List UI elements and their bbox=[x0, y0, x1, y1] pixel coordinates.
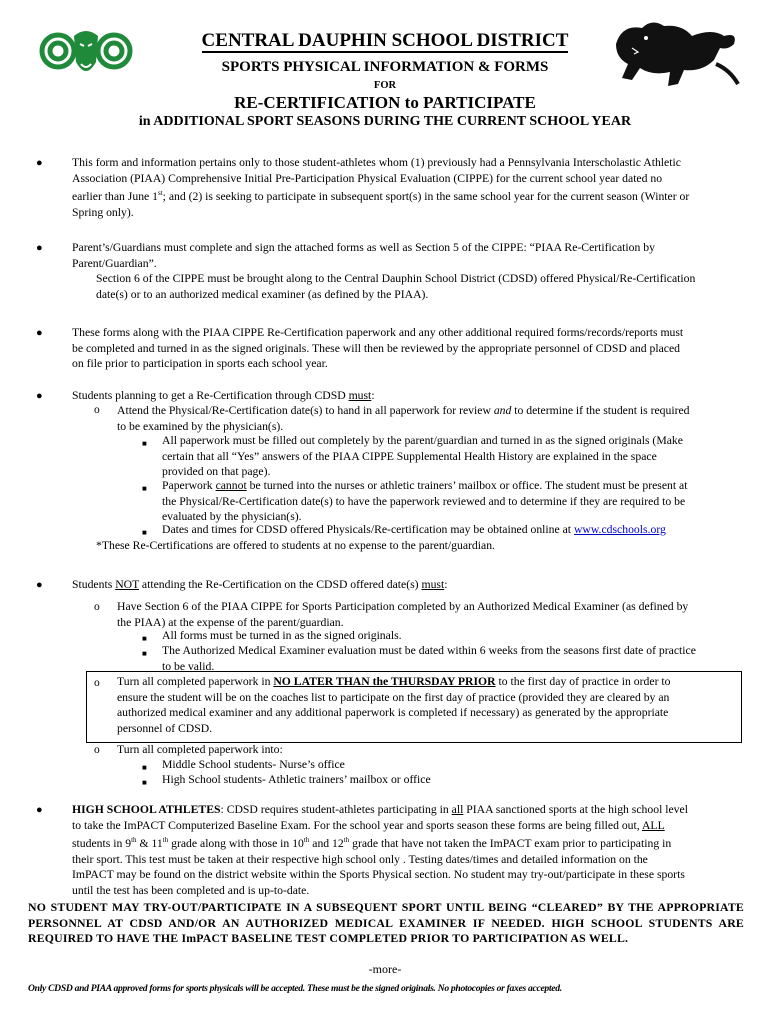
form-subtitle-2: in ADDITIONAL SPORT SEASONS DURING THE CURRENT SCHOOL YEAR bbox=[138, 114, 632, 129]
footer-note: Only CDSD and PIAA approved forms for sports physicals will be accepted. These must be the signed originals. No photocopies or faxes accepted. bbox=[28, 983, 562, 994]
sub-item-six-weeks: The Authorized Medical Examiner evaluation must be dated within 6 weeks from the seasons first date of practice to be valid. bbox=[162, 644, 696, 673]
for-label: FOR bbox=[373, 80, 397, 91]
more-indicator: -more- bbox=[368, 962, 402, 976]
paragraph-forms-review: These forms along with the PIAA CIPPE Re-Certification paperwork and any other additional required forms/records/reports must be completed and turned in as the signed originals. These will then be reviewed by the appropriate personnel of CDSD and placed on file prior to participation in sports each school year. bbox=[72, 326, 684, 371]
clearance-warning: NO STUDENT MAY TRY-OUT/PARTICIPATE IN A SUBSEQUENT SPORT UNTIL BEING “CLEARED” BY THE APPROPRIATE PERSONNEL AT CDSD AND/OR AN AUTHORIZED MEDICAL EXAMINER IF NEEDED. HIGH SCHOOL STUDENTS ARE REQUIRED TO HAVE THE ImPACT BASELINE TEST COMPLETED PRIOR TO PARTICIPATION AS WELL. bbox=[28, 900, 744, 946]
sub-bullet-icon: o bbox=[94, 404, 100, 416]
sub-item-thursday-deadline: Turn all completed paperwork in NO LATER THAN the THURSDAY PRIOR to the first day of practice in order to ensure the student will be on the coaches list to participate on the first day of practice (provided they are cleared by an authorized medical examiner and any additional paperwork is completed if necessary) as generated by the appropriate personnel of CDSD. bbox=[117, 675, 671, 735]
sub-item-dates-online: Dates and times for CDSD offered Physicals/Re-certification may be obtained online at www.cdschools.org bbox=[162, 523, 666, 536]
sub-item-paperwork-presence: Paperwork cannot be turned into the nurses or athletic trainers’ mailbox or office. The student must be present at the Physical/Re-Certification date(s) to have the paperwork reviewed and to determine if they are required to be evaluated by the physician(s). bbox=[162, 479, 688, 524]
form-title: RE-CERTIFICATION to PARTICIPATE bbox=[234, 93, 536, 112]
sub-item-paperwork-complete: All paperwork must be filled out completely by the parent/guardian and turned in as the signed originals (Make certain that all “Yes” answers of the PIAA CIPPE Supplemental Health History are explained in the space provided on that page). bbox=[162, 434, 683, 479]
square-bullet-icon: ■ bbox=[142, 439, 147, 448]
sub-bullet-icon: o bbox=[94, 601, 100, 613]
bullet-icon: ● bbox=[36, 804, 43, 816]
sub-item-high-school: High School students- Athletic trainers’ mailbox or office bbox=[162, 773, 431, 786]
square-bullet-icon: ■ bbox=[142, 634, 147, 643]
bullet-icon: ● bbox=[36, 579, 43, 591]
square-bullet-icon: ■ bbox=[142, 778, 147, 787]
sub-item-middle-school: Middle School students- Nurse’s office bbox=[162, 758, 345, 771]
cdschools-link[interactable]: www.cdschools.org bbox=[573, 523, 666, 536]
sub-bullet-icon: o bbox=[94, 677, 100, 689]
bullet-icon: ● bbox=[36, 242, 43, 254]
bullet-icon: ● bbox=[36, 157, 43, 169]
sub-item-section6: Have Section 6 of the PIAA CIPPE for Sports Participation completed by an Authorized Medical Examiner (as defined by the PIAA) at the expense of the parent/guardian. bbox=[117, 600, 689, 629]
paragraph-parent-forms: Parent’s/Guardians must complete and sign the attached forms as well as Section 5 of the CIPPE: “PIAA Re-Certification by Parent/Guardian”. Section 6 of the CIPPE must be brought along to the Central Dauphin School District (CDSD) offered Physical/Re-Certification date(s) or to an authorized medical examiner (as defined by the PIAA). bbox=[72, 241, 696, 301]
district-title: CENTRAL DAUPHIN SCHOOL DISTRICT bbox=[201, 30, 569, 51]
square-bullet-icon: ■ bbox=[142, 484, 147, 493]
sub-item-attend-date: Attend the Physical/Re-Certification date(s) to hand in all paperwork for review and to determine if the student is required to be examined by the physician(s). bbox=[117, 404, 690, 433]
square-bullet-icon: ■ bbox=[142, 763, 147, 772]
paragraph-cdsd-recert-heading: Students planning to get a Re-Certification through CDSD must: bbox=[72, 389, 375, 402]
no-expense-note: *These Re-Certifications are offered to students at no expense to the parent/guardian. bbox=[96, 539, 495, 552]
paragraph-cippe-eligibility: This form and information pertains only to those student-athletes whom (1) previously had a Pennsylvania Interscholastic Athletic Association (PIAA) Comprehensive Initial Pre-Participation Physical Evaluation (CIPPE) for the current school year dated no earlier than June 1st; and (2) is seeking to participate in subsequent sport(s) in the same school year for the current season (Winter or Spring only). bbox=[72, 156, 690, 219]
bullet-icon: ● bbox=[36, 390, 43, 402]
sub-item-turn-in-locations: Turn all completed paperwork into: bbox=[117, 743, 283, 756]
bullet-icon: ● bbox=[36, 327, 43, 339]
square-bullet-icon: ■ bbox=[142, 528, 147, 537]
sub-item-signed-originals: All forms must be turned in as the signed originals. bbox=[162, 629, 402, 642]
paragraph-impact-exam: HIGH SCHOOL ATHLETES: CDSD requires student-athletes participating in all PIAA sanctioned sports at the high school level to take the ImPACT Computerized Baseline Exam. For the school year and sports season these forms are being filled out, ALL students in 9th & 11th grade along with those in 10th and 12th grade that have not taken the ImPACT exam prior to participating in their sport. This test must be taken at their respective high school only . Testing dates/times and detailed information on the ImPACT may be found on the district website within the Sports Physical section. No student may try-out/participate in these sports until the test has been completed and is up-to-date. bbox=[72, 803, 688, 897]
square-bullet-icon: ■ bbox=[142, 649, 147, 658]
paragraph-not-attending-heading: Students NOT attending the Re-Certification on the CDSD offered date(s) must: bbox=[72, 578, 448, 591]
form-subtitle: SPORTS PHYSICAL INFORMATION & FORMS bbox=[221, 59, 549, 75]
sub-bullet-icon: o bbox=[94, 744, 100, 756]
